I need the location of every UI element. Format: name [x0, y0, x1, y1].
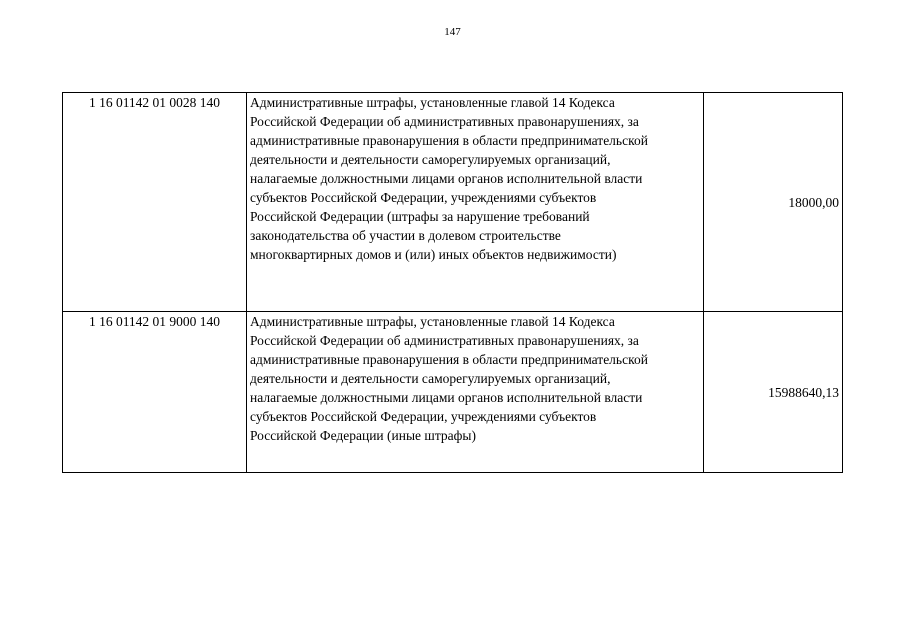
table-row [63, 93, 843, 312]
description-line: субъектов Российской Федерации, учреждениями субъектов [250, 190, 597, 205]
table-row [63, 312, 843, 473]
description-line: налагаемые должностными лицами органов исполнительной власти [250, 390, 643, 405]
description-line: многоквартирных домов и (или) иных объектов недвижимости) [250, 247, 617, 262]
description-line: деятельности и деятельности саморегулируемых организаций, [250, 152, 611, 167]
description-line: Административные штрафы, установленные главой 14 Кодекса [250, 95, 615, 110]
description-line: Российской Федерации об административных правонарушениях, за [250, 114, 639, 129]
description-line: законодательства об участии в долевом строительстве [250, 228, 561, 243]
budget-revenue-table [62, 92, 843, 473]
description-line: Административные штрафы, установленные главой 14 Кодекса [250, 314, 615, 329]
description-line: деятельности и деятельности саморегулируемых организаций, [250, 371, 611, 386]
revenue-code: 1 16 01142 01 9000 140 [63, 312, 247, 473]
description-line: Российской Федерации (иные штрафы) [250, 428, 476, 443]
description-line: Российской Федерации (штрафы за нарушение требований [250, 209, 590, 224]
page-number: 147 [444, 26, 461, 38]
description-line: налагаемые должностными лицами органов исполнительной власти [250, 171, 643, 186]
revenue-amount: 18000,00 [704, 93, 843, 312]
description-line: субъектов Российской Федерации, учреждениями субъектов [250, 409, 597, 424]
revenue-code: 1 16 01142 01 0028 140 [63, 93, 247, 312]
description-line: административные правонарушения в области предпринимательской [250, 352, 648, 367]
revenue-description [247, 312, 704, 473]
revenue-amount: 15988640,13 [704, 312, 843, 473]
description-line: Российской Федерации об административных правонарушениях, за [250, 333, 639, 348]
revenue-description [247, 93, 704, 312]
description-line: административные правонарушения в области предпринимательской [250, 133, 648, 148]
